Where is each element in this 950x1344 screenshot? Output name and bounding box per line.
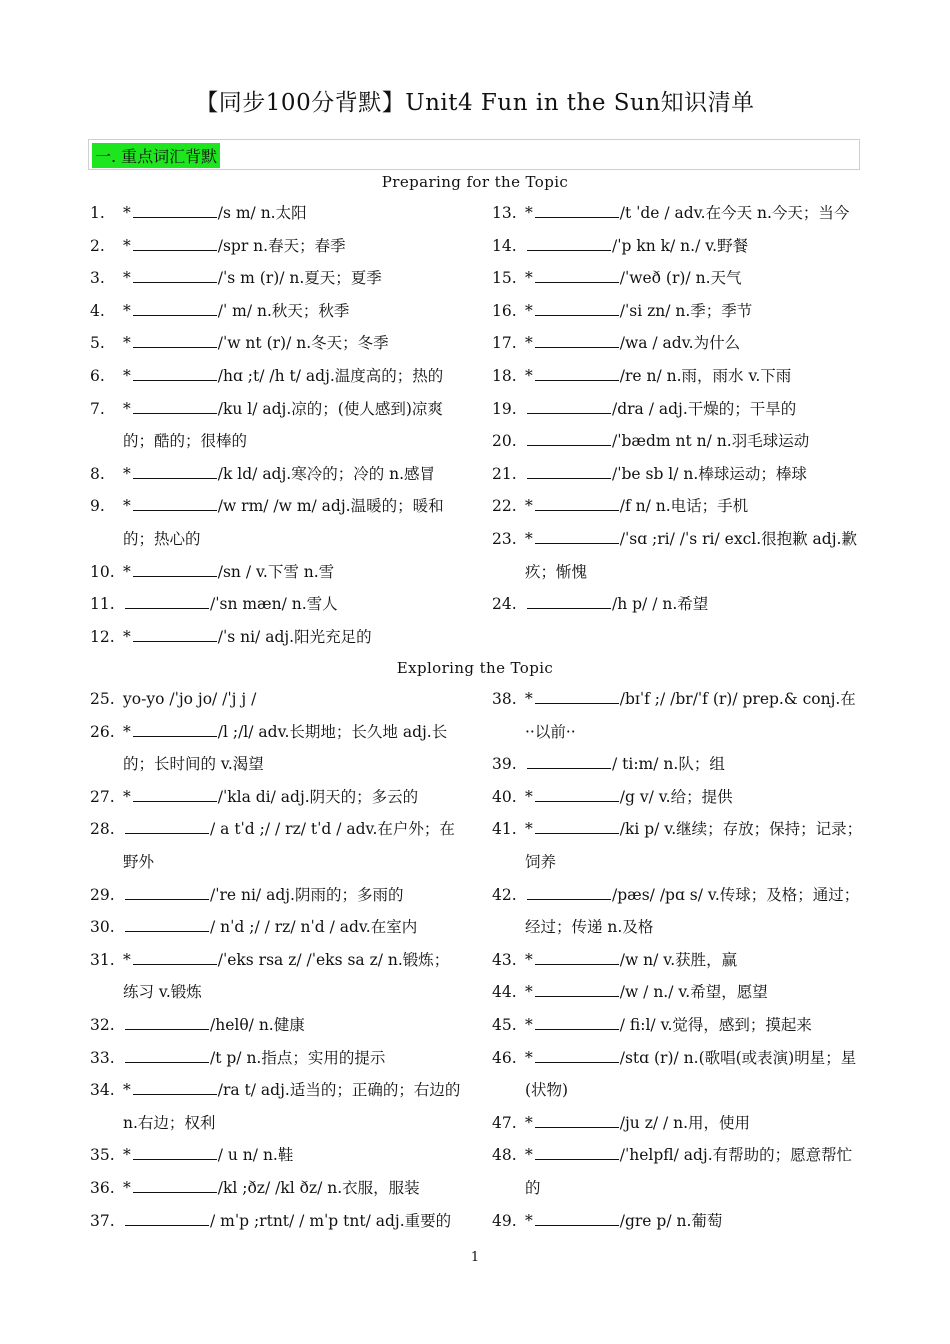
key-marker: * (525, 1048, 533, 1067)
item-number: 17. (492, 334, 517, 353)
answer-blank[interactable] (133, 1093, 217, 1095)
vocab-column-left-part1 (88, 197, 463, 653)
answer-blank[interactable] (535, 346, 619, 348)
item-number: 5. (90, 334, 105, 353)
answer-blank[interactable] (125, 607, 209, 609)
key-marker: * (525, 301, 533, 320)
key-marker: * (123, 787, 131, 806)
key-marker: * (123, 399, 131, 418)
item-definition: / fi:l/ v.觉得，感到；摸起来 (619, 1015, 812, 1034)
vocab-item (88, 944, 463, 1009)
item-number: 16. (492, 301, 517, 320)
item-number: 44. (492, 983, 517, 1002)
vocab-item (490, 944, 865, 977)
item-definition: / a tˈd ;/ / rz/ tˈd / adv.在户外；在野外 (123, 820, 455, 871)
vocab-item (490, 588, 865, 621)
item-definition: / mˈp ;rtnt/ / mˈp tnt/ adj.重要的 (210, 1211, 452, 1230)
item-number: 8. (90, 464, 105, 483)
answer-blank[interactable] (133, 249, 217, 251)
item-number: 2. (90, 236, 105, 255)
answer-blank[interactable] (535, 509, 619, 511)
answer-blank[interactable] (535, 281, 619, 283)
key-marker: * (525, 1211, 533, 1230)
answer-blank[interactable] (527, 607, 611, 609)
item-number: 39. (492, 755, 517, 774)
vocab-item (88, 1172, 463, 1205)
section-header (88, 139, 860, 170)
answer-blank[interactable] (535, 1126, 619, 1128)
item-number: 22. (492, 497, 517, 516)
key-marker: * (525, 983, 533, 1002)
key-marker: * (123, 204, 131, 222)
answer-blank[interactable] (133, 412, 217, 414)
item-number: 33. (90, 1048, 115, 1067)
item-number: 28. (90, 820, 115, 839)
key-marker: * (525, 204, 533, 222)
answer-blank[interactable] (535, 1224, 619, 1226)
vocab-item (88, 1009, 463, 1042)
answer-blank[interactable] (133, 963, 217, 965)
answer-blank[interactable] (535, 800, 619, 802)
key-marker: * (525, 787, 533, 806)
item-number: 6. (90, 366, 105, 385)
vocab-column-right-part2 (490, 683, 865, 1237)
item-definition: /ˈkla di/ adj.阴天的；多云的 (217, 787, 419, 806)
item-definition: /bɪˈf ;/ /br/ˈf (r)/ prep.& conj.在··以前·· (525, 690, 856, 741)
item-definition: /hɑ ;t/ /h t/ adj.温度高的；热的 (217, 366, 444, 385)
item-number: 3. (90, 269, 105, 288)
vocab-item (88, 556, 463, 589)
vocab-item (490, 425, 865, 458)
key-marker: * (525, 1146, 533, 1165)
answer-blank[interactable] (133, 800, 217, 802)
answer-blank[interactable] (527, 249, 611, 251)
item-number: 23. (492, 529, 517, 548)
item-definition: /ˈre ni/ adj.阴雨的；多雨的 (210, 885, 404, 904)
vocab-item (88, 621, 463, 654)
vocab-item (490, 1139, 865, 1204)
item-number: 42. (492, 885, 517, 904)
answer-blank[interactable] (535, 542, 619, 544)
item-definition: /wa / adv.为什么 (619, 334, 741, 353)
answer-blank[interactable] (535, 963, 619, 965)
item-definition: /ˈhelpfl/ adj.有帮助的；愿意帮忙的 (525, 1146, 853, 1197)
key-marker: * (123, 722, 131, 741)
key-marker: * (525, 497, 533, 516)
answer-blank[interactable] (527, 767, 611, 769)
answer-blank[interactable] (125, 898, 209, 900)
item-definition: /kl ;ðz/ /kl ðz/ n.衣服，服装 (217, 1178, 420, 1197)
page-title: 【同步100分背默】Unit4 Fun in the Sun知识清单 (195, 90, 755, 116)
section-label: 一. 重点词汇背默 (92, 143, 220, 168)
item-number: 31. (90, 950, 115, 969)
key-marker: * (123, 1178, 131, 1197)
answer-blank[interactable] (125, 1224, 209, 1226)
item-definition: / u n/ n.鞋 (217, 1146, 294, 1165)
answer-blank[interactable] (125, 1028, 209, 1030)
item-number: 46. (492, 1048, 517, 1067)
item-number: 29. (90, 885, 115, 904)
item-definition: /sn / v.下雪 n.雪 (217, 562, 335, 581)
key-marker: * (525, 1015, 533, 1034)
vocab-item (490, 360, 865, 393)
item-definition: /ku l/ adj.凉的；(使人感到)凉爽的；酷的；很棒的 (123, 399, 443, 451)
item-number: 7. (90, 399, 105, 418)
answer-blank[interactable] (535, 1158, 619, 1160)
answer-blank[interactable] (125, 1061, 209, 1063)
answer-blank[interactable] (133, 314, 217, 316)
answer-blank[interactable] (535, 702, 619, 704)
item-definition: /helθ/ n.健康 (210, 1015, 305, 1034)
item-number: 12. (90, 627, 115, 646)
answer-blank[interactable] (527, 898, 611, 900)
item-number: 27. (90, 787, 115, 806)
answer-blank[interactable] (527, 477, 611, 479)
item-definition: /ˈ m/ n.秋天；秋季 (217, 301, 350, 320)
item-number: 30. (90, 918, 115, 937)
key-marker: * (525, 950, 533, 969)
item-definition: /ˈp kn k/ n./ v.野餐 (612, 236, 749, 255)
vocab-item (490, 327, 865, 360)
item-definition: /ˈweð (r)/ n.天气 (619, 269, 742, 288)
vocab-item (88, 458, 463, 491)
answer-blank[interactable] (527, 444, 611, 446)
key-marker: * (123, 1081, 131, 1100)
item-number: 41. (492, 820, 517, 839)
key-marker: * (123, 334, 131, 353)
item-number: 10. (90, 562, 115, 581)
subheading-preparing: Preparing for the Topic (381, 173, 569, 191)
item-definition: /spr n.春天；春季 (217, 236, 346, 255)
answer-blank[interactable] (535, 1061, 619, 1063)
item-number: 13. (492, 204, 517, 222)
vocab-item (88, 490, 463, 555)
vocab-item (88, 813, 463, 878)
key-marker: * (525, 820, 533, 839)
vocab-item (490, 813, 865, 878)
key-marker: * (123, 497, 131, 516)
vocab-item (490, 748, 865, 781)
vocab-item (490, 976, 865, 1009)
vocab-item (88, 230, 463, 263)
vocab-item (490, 262, 865, 295)
vocab-item (88, 295, 463, 328)
key-marker: * (525, 1113, 533, 1132)
vocab-item (88, 327, 463, 360)
vocab-item (88, 197, 463, 230)
item-number: 38. (492, 690, 517, 708)
vocab-item (490, 523, 865, 588)
page-number: 1 (470, 1250, 480, 1265)
item-definition: /t ˈde / adv.在今天 n.今天；当今 (619, 204, 850, 222)
item-definition: / nˈd ;/ / rz/ nˈd / adv.在室内 (210, 918, 418, 937)
key-marker: * (123, 301, 131, 320)
answer-blank[interactable] (133, 346, 217, 348)
item-number: 43. (492, 950, 517, 969)
vocab-item (88, 1042, 463, 1075)
answer-blank[interactable] (535, 379, 619, 381)
item-number: 49. (492, 1211, 517, 1230)
vocab-item (88, 1139, 463, 1172)
item-definition: /dra / adj.干燥的；干旱的 (612, 399, 797, 418)
vocab-column-right-part1 (490, 197, 865, 621)
item-number: 26. (90, 722, 115, 741)
item-number: 34. (90, 1081, 115, 1100)
item-number: 21. (492, 464, 517, 483)
vocab-item (88, 262, 463, 295)
answer-blank[interactable] (535, 216, 619, 218)
item-number: 4. (90, 301, 105, 320)
vocab-item (88, 781, 463, 814)
item-number: 48. (492, 1146, 517, 1165)
answer-blank[interactable] (535, 995, 619, 997)
item-definition: /w rm/ /w m/ adj.温暖的；暖和的；热心的 (123, 497, 444, 548)
vocab-item (490, 781, 865, 814)
vocab-item (490, 683, 865, 748)
answer-blank[interactable] (133, 379, 217, 381)
item-number: 18. (492, 366, 517, 385)
item-number: 45. (492, 1015, 517, 1034)
vocab-item (490, 393, 865, 426)
subheading-exploring: Exploring the Topic (396, 659, 554, 677)
item-number: 35. (90, 1146, 115, 1165)
answer-blank[interactable] (133, 735, 217, 737)
item-number: 36. (90, 1178, 115, 1197)
item-definition: /ˈw nt (r)/ n.冬天；冬季 (217, 334, 389, 353)
key-marker: * (123, 236, 131, 255)
item-definition: / ti:m/ n.队；组 (612, 755, 725, 774)
key-marker: * (525, 269, 533, 288)
answer-blank[interactable] (133, 477, 217, 479)
vocab-item (490, 1107, 865, 1140)
answer-blank[interactable] (535, 832, 619, 834)
item-definition: /ˈbe sb l/ n.棒球运动；棒球 (612, 464, 807, 483)
key-marker: * (525, 366, 533, 385)
item-definition: /ˈsi zn/ n.季；季节 (619, 301, 753, 320)
key-marker: * (123, 950, 131, 969)
answer-blank[interactable] (527, 412, 611, 414)
item-number: 19. (492, 399, 517, 418)
item-definition: /ki p/ v.继续；存放；保持；记录；饲养 (525, 820, 863, 871)
answer-blank[interactable] (133, 575, 217, 577)
item-number: 37. (90, 1211, 115, 1230)
item-definition: /ˈeks rsa z/ /ˈeks sa z/ n.锻炼；练习 v.锻炼 (123, 950, 450, 1002)
item-number: 14. (492, 236, 517, 255)
item-number: 1. (90, 204, 105, 222)
item-definition: /t p/ n.指点；实用的提示 (210, 1048, 386, 1067)
item-definition: /ˈsn mæn/ n.雪人 (210, 595, 338, 614)
item-definition: /pæs/ /pɑ s/ v.传球；及格；通过；经过；传递 n.及格 (525, 885, 860, 937)
vocab-item (490, 1205, 865, 1238)
answer-blank[interactable] (133, 1191, 217, 1193)
item-definition: /k ld/ adj.寒冷的；冷的 n.感冒 (217, 464, 436, 483)
vocab-item (490, 1042, 865, 1107)
item-number: 20. (492, 432, 517, 451)
vocab-item (490, 490, 865, 523)
answer-blank[interactable] (133, 281, 217, 283)
item-number: 32. (90, 1015, 115, 1034)
answer-blank[interactable] (133, 640, 217, 642)
item-definition: /ra t/ adj.适当的；正确的；右边的 n.右边；权利 (123, 1081, 461, 1132)
key-marker: * (123, 562, 131, 581)
key-marker: * (123, 1146, 131, 1165)
key-marker: * (123, 366, 131, 385)
item-definition: /h p/ / n.希望 (612, 595, 709, 614)
item-definition: /w / n./ v.希望，愿望 (619, 983, 768, 1002)
vocab-item (490, 458, 865, 491)
item-definition: /ˈbædm nt n/ n.羽毛球运动 (612, 432, 810, 451)
vocab-item (88, 911, 463, 944)
answer-blank[interactable] (125, 930, 209, 932)
key-marker: * (525, 529, 533, 548)
key-marker: * (123, 627, 131, 646)
key-marker: * (123, 464, 131, 483)
item-definition: /stɑ (r)/ n.(歌唱(或表演)明星；星(状物) (525, 1048, 857, 1100)
answer-blank[interactable] (125, 832, 209, 834)
answer-blank[interactable] (535, 314, 619, 316)
item-definition: /l ;/l/ adv.长期地；长久地 adj.长的；长时间的 v.渴望 (123, 722, 448, 774)
answer-blank[interactable] (133, 1158, 217, 1160)
item-definition: /g v/ v.给；提供 (619, 787, 733, 806)
item-definition: /ˈs ni/ adj.阳光充足的 (217, 627, 372, 646)
vocab-item (88, 1074, 463, 1139)
vocab-column-left-part2 (88, 683, 463, 1237)
item-definition: /s m/ n.太阳 (217, 204, 307, 222)
vocab-item (490, 1009, 865, 1042)
item-definition: /f n/ n.电话；手机 (619, 497, 749, 516)
item-number: 11. (90, 595, 115, 614)
vocab-item (490, 197, 865, 230)
item-number: 15. (492, 269, 517, 288)
item-definition: /re n/ n.雨，雨水 v.下雨 (619, 366, 792, 385)
vocab-item (490, 879, 865, 944)
vocab-item (88, 683, 463, 716)
item-definition: /w n/ v.获胜，赢 (619, 950, 738, 969)
item-number: 25. (90, 690, 115, 708)
item-number: 47. (492, 1113, 517, 1132)
item-number: 40. (492, 787, 517, 806)
item-definition: /ˈsɑ ;ri/ /ˈs ri/ excl.很抱歉 adj.歉疚；惭愧 (525, 529, 857, 581)
vocab-item (88, 1205, 463, 1238)
vocab-item (88, 360, 463, 393)
answer-blank[interactable] (133, 216, 217, 218)
item-number: 9. (90, 497, 105, 516)
vocab-item (88, 879, 463, 912)
item-definition: /ju z/ / n.用，使用 (619, 1113, 751, 1132)
item-definition: /gre p/ n.葡萄 (619, 1211, 723, 1230)
vocab-item (88, 393, 463, 458)
vocab-item (88, 588, 463, 621)
item-text: yo-yo /ˈjo jo/ /ˈj j / (123, 690, 257, 708)
answer-blank[interactable] (535, 1028, 619, 1030)
vocab-item (490, 230, 865, 263)
vocab-item (490, 295, 865, 328)
answer-blank[interactable] (133, 509, 217, 511)
vocab-item (88, 716, 463, 781)
item-number: 24. (492, 595, 517, 614)
key-marker: * (123, 269, 131, 288)
key-marker: * (525, 334, 533, 353)
key-marker: * (525, 690, 533, 708)
item-definition: /ˈs m (r)/ n.夏天；夏季 (217, 269, 382, 288)
